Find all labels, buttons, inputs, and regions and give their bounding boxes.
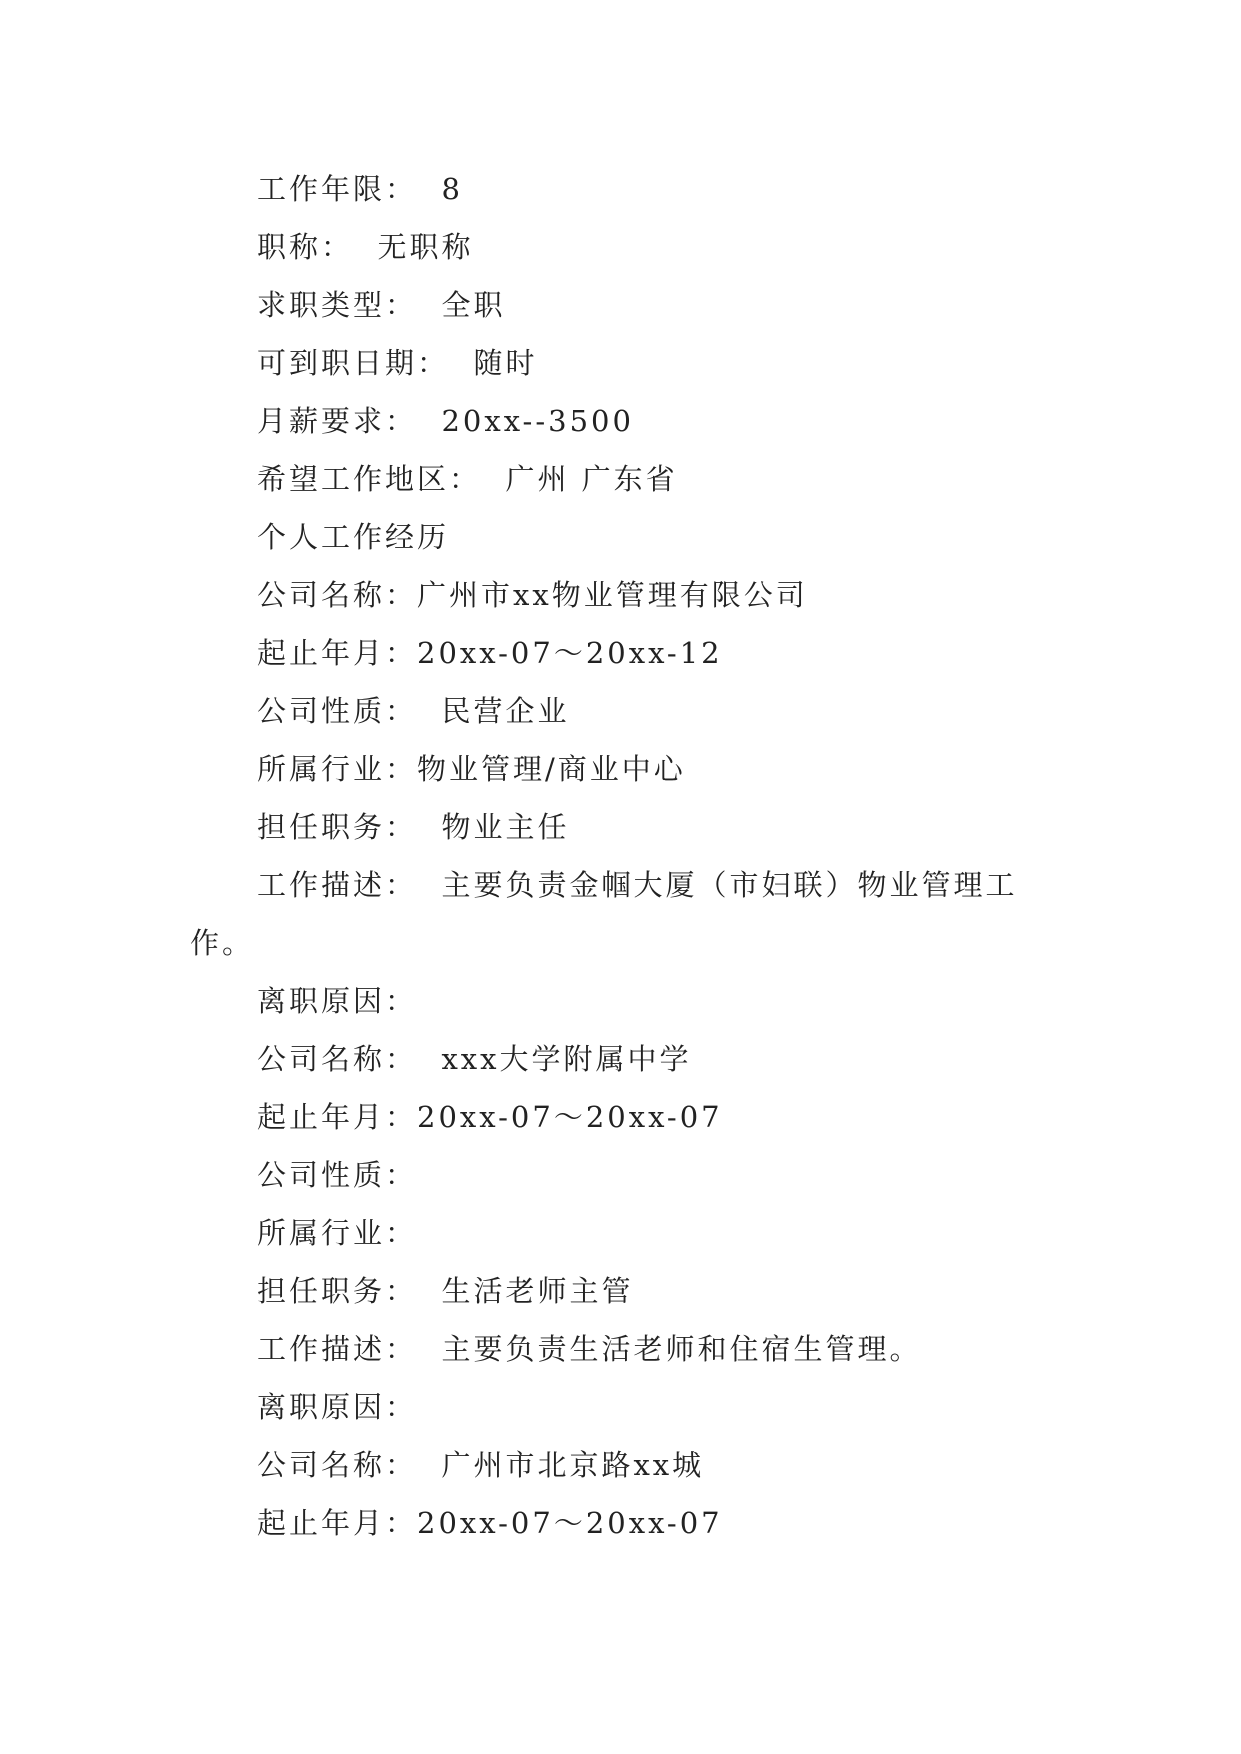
line-value: 广州市xx物业管理有限公司 — [417, 578, 808, 612]
line-label: 起止年月： — [257, 636, 418, 670]
line-label: 求职类型： — [257, 288, 418, 322]
line-label: 公司性质： — [257, 1158, 418, 1192]
company-type-line — [190, 682, 1066, 740]
line-value: 主要负责生活老师和住宿生管理。 — [417, 1332, 922, 1366]
line-value: 主要负责金帼大厦（市妇联）物业管理工 — [417, 868, 1018, 902]
line-value: 作。 — [190, 926, 255, 960]
line-label: 起止年月： — [257, 1506, 418, 1540]
position-line — [190, 1262, 1066, 1320]
line-label: 工作描述： — [257, 868, 418, 902]
available-date-line — [190, 334, 1066, 392]
job-description-line — [190, 856, 1066, 914]
date-range-line — [190, 624, 1066, 682]
date-range-line — [190, 1088, 1066, 1146]
job-description-line — [190, 1320, 1066, 1378]
line-label: 离职原因： — [257, 984, 418, 1018]
line-value: 全职 — [417, 288, 506, 322]
company-name-line — [190, 566, 1066, 624]
line-label: 公司名称： — [257, 578, 418, 612]
line-value: xxx大学附属中学 — [417, 1042, 692, 1076]
line-value: 物业管理/商业中心 — [417, 752, 686, 786]
work-years-line — [190, 160, 1066, 218]
line-label: 工作描述： — [257, 1332, 418, 1366]
line-label: 个人工作经历 — [257, 520, 450, 554]
leave-reason-line — [190, 1378, 1066, 1436]
line-value: 生活老师主管 — [417, 1274, 634, 1308]
position-line — [190, 798, 1066, 856]
industry-line — [190, 740, 1066, 798]
line-label: 公司名称： — [257, 1448, 418, 1482]
line-label: 所属行业： — [257, 1216, 418, 1250]
company-name-line — [190, 1436, 1066, 1494]
line-label: 公司名称： — [257, 1042, 418, 1076]
line-value: 20xx-07～20xx-07 — [417, 1506, 723, 1540]
title-line — [190, 218, 1066, 276]
industry-line — [190, 1204, 1066, 1262]
line-label: 可到职日期： — [257, 346, 450, 380]
line-value: 广州市北京路xx城 — [417, 1448, 705, 1482]
line-value: 无职称 — [353, 230, 474, 264]
company-type-line — [190, 1146, 1066, 1204]
line-label: 职称： — [257, 230, 354, 264]
line-value: 20xx-07～20xx-12 — [417, 636, 723, 670]
line-label: 公司性质： — [257, 694, 418, 728]
line-label: 担任职务： — [257, 1274, 418, 1308]
work-location-line — [190, 450, 1066, 508]
line-label: 起止年月： — [257, 1100, 418, 1134]
salary-line — [190, 392, 1066, 450]
section-heading-experience — [190, 508, 1066, 566]
line-value: 20xx--3500 — [417, 404, 634, 438]
line-value: 物业主任 — [417, 810, 570, 844]
line-label: 月薪要求： — [257, 404, 418, 438]
line-label: 工作年限： — [257, 172, 418, 206]
line-value: 随时 — [449, 346, 538, 380]
line-label: 担任职务： — [257, 810, 418, 844]
leave-reason-line — [190, 972, 1066, 1030]
resume-body — [190, 160, 1066, 1552]
line-value: 广州 广东省 — [481, 462, 678, 496]
line-label: 所属行业： — [257, 752, 418, 786]
job-description-continuation — [190, 914, 1066, 972]
line-label: 希望工作地区： — [257, 462, 482, 496]
line-value: 20xx-07～20xx-07 — [417, 1100, 723, 1134]
job-type-line — [190, 276, 1066, 334]
date-range-line — [190, 1494, 1066, 1552]
line-value: 民营企业 — [417, 694, 570, 728]
company-name-line — [190, 1030, 1066, 1088]
line-value: 8 — [417, 172, 463, 206]
line-label: 离职原因： — [257, 1390, 418, 1424]
